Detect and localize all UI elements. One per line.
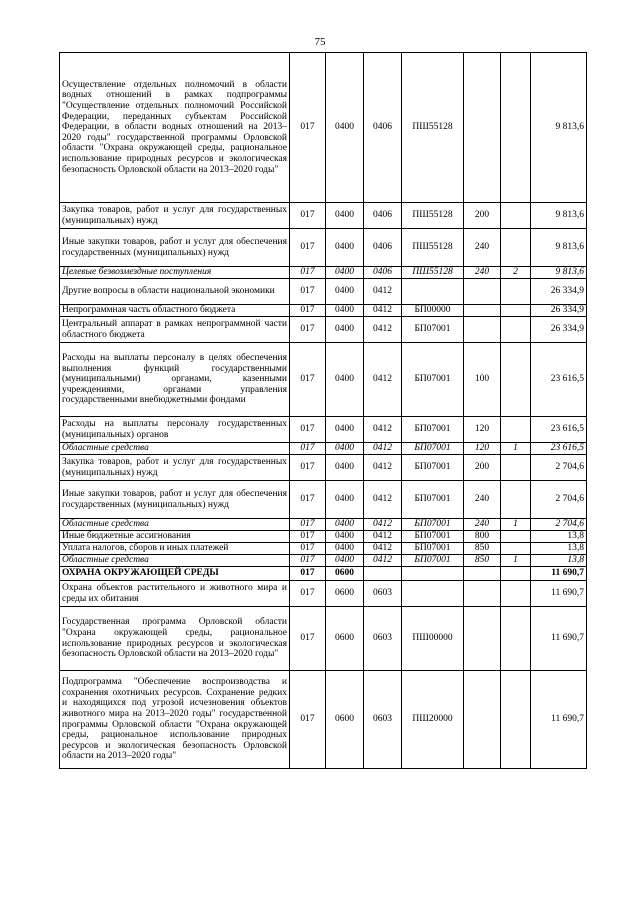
code-subsection: 0412 bbox=[364, 519, 402, 531]
code-section: 0400 bbox=[326, 203, 364, 229]
code-source bbox=[501, 343, 531, 417]
row-name: Областные средства bbox=[60, 443, 290, 455]
row-name: Закупка товаров, работ и услуг для государственных (муниципальных) нужд bbox=[60, 203, 290, 229]
code-section: 0400 bbox=[326, 229, 364, 267]
code-source bbox=[501, 567, 531, 581]
table-row bbox=[60, 481, 587, 519]
code-expense-type bbox=[464, 53, 501, 203]
code-expense-type: 200 bbox=[464, 203, 501, 229]
table-row bbox=[60, 443, 587, 455]
code-source bbox=[501, 305, 531, 317]
code-target: БП00000 bbox=[402, 305, 464, 317]
table-row bbox=[60, 343, 587, 417]
code-section: 0400 bbox=[326, 531, 364, 543]
code-source bbox=[501, 481, 531, 519]
code-expense-type: 800 bbox=[464, 531, 501, 543]
code-section: 0400 bbox=[326, 317, 364, 343]
code-expense-type bbox=[464, 279, 501, 305]
code-expense-type bbox=[464, 607, 501, 671]
code-target: БП07001 bbox=[402, 481, 464, 519]
row-amount: 13,8 bbox=[531, 543, 587, 555]
code-subsection: 0412 bbox=[364, 455, 402, 481]
code-subsection: 0603 bbox=[364, 581, 402, 607]
code-subsection: 0412 bbox=[364, 317, 402, 343]
table-row bbox=[60, 229, 587, 267]
code-expense-type: 120 bbox=[464, 443, 501, 455]
code-section: 0400 bbox=[326, 519, 364, 531]
row-name: Государственная программа Орловской области "Охрана окружающей среды, рациональное использование природных ресурсов и экологическая безопасность Орловской области на 2013–2020 годы" bbox=[60, 607, 290, 671]
code-section: 0400 bbox=[326, 53, 364, 203]
code-expense-type: 850 bbox=[464, 543, 501, 555]
code-ministry: 017 bbox=[290, 581, 326, 607]
code-ministry: 017 bbox=[290, 531, 326, 543]
row-amount: 9 813,6 bbox=[531, 267, 587, 279]
code-ministry: 017 bbox=[290, 229, 326, 267]
code-section: 0400 bbox=[326, 267, 364, 279]
code-expense-type: 850 bbox=[464, 555, 501, 567]
table-row bbox=[60, 607, 587, 671]
row-name: Центральный аппарат в рамках непрограммной части областного бюджета bbox=[60, 317, 290, 343]
code-subsection bbox=[364, 567, 402, 581]
code-target: БП07001 bbox=[402, 417, 464, 443]
code-subsection: 0412 bbox=[364, 555, 402, 567]
table-row bbox=[60, 567, 587, 581]
table-row bbox=[60, 671, 587, 769]
row-amount: 11 690,7 bbox=[531, 607, 587, 671]
row-name: Осуществление отдельных полномочий в области водных отношений в рамках подпрограммы "Осуществление отдельных полномочий Российской Федерации, переданных субъектам Российской Федерации, в области водных отношений на 2013–2020 годы" государственной программы Орловской области "Охрана окружающей среды, рациональное использование природных ресурсов и экологическая безопасность Орловской области на 2013–2020 годы" bbox=[60, 53, 290, 203]
table-row bbox=[60, 203, 587, 229]
row-amount: 11 690,7 bbox=[531, 567, 587, 581]
code-ministry: 017 bbox=[290, 279, 326, 305]
code-source bbox=[501, 317, 531, 343]
table-row bbox=[60, 581, 587, 607]
code-section: 0400 bbox=[326, 443, 364, 455]
code-ministry: 017 bbox=[290, 607, 326, 671]
code-target: БП07001 bbox=[402, 455, 464, 481]
code-section: 0600 bbox=[326, 581, 364, 607]
row-amount: 23 616,5 bbox=[531, 417, 587, 443]
code-ministry: 017 bbox=[290, 443, 326, 455]
code-expense-type bbox=[464, 671, 501, 769]
code-ministry: 017 bbox=[290, 305, 326, 317]
budget-table bbox=[59, 52, 587, 769]
code-section: 0600 bbox=[326, 671, 364, 769]
code-section: 0400 bbox=[326, 417, 364, 443]
table-row bbox=[60, 305, 587, 317]
code-expense-type: 240 bbox=[464, 519, 501, 531]
code-target bbox=[402, 581, 464, 607]
row-amount: 23 616,5 bbox=[531, 443, 587, 455]
code-expense-type: 120 bbox=[464, 417, 501, 443]
code-section: 0400 bbox=[326, 543, 364, 555]
table-row bbox=[60, 417, 587, 443]
code-section: 0400 bbox=[326, 279, 364, 305]
code-target: БП07001 bbox=[402, 531, 464, 543]
code-ministry: 017 bbox=[290, 671, 326, 769]
row-name: Расходы на выплаты персоналу в целях обеспечения выполнения функций государственными (муниципальными) органами, казенными учреждениями, органами управления государственными внебюджетными фондами bbox=[60, 343, 290, 417]
code-target: БП07001 bbox=[402, 317, 464, 343]
code-subsection: 0412 bbox=[364, 279, 402, 305]
row-name: Иные бюджетные ассигнования bbox=[60, 531, 290, 543]
code-target: БП07001 bbox=[402, 555, 464, 567]
row-name: Уплата налогов, сборов и иных платежей bbox=[60, 543, 290, 555]
code-source bbox=[501, 455, 531, 481]
row-name: Областные средства bbox=[60, 555, 290, 567]
row-amount: 26 334,9 bbox=[531, 305, 587, 317]
code-section: 0400 bbox=[326, 305, 364, 317]
code-section: 0400 bbox=[326, 555, 364, 567]
row-amount: 26 334,9 bbox=[531, 279, 587, 305]
row-name: Иные закупки товаров, работ и услуг для обеспечения государственных (муниципальных) нужд bbox=[60, 481, 290, 519]
table-row bbox=[60, 555, 587, 567]
code-ministry: 017 bbox=[290, 481, 326, 519]
row-amount: 23 616,5 bbox=[531, 343, 587, 417]
row-name: Целевые безвозмездные поступления bbox=[60, 267, 290, 279]
table-row bbox=[60, 317, 587, 343]
code-ministry: 017 bbox=[290, 317, 326, 343]
row-amount: 9 813,6 bbox=[531, 229, 587, 267]
code-subsection: 0603 bbox=[364, 671, 402, 769]
code-ministry: 017 bbox=[290, 543, 326, 555]
code-source: 2 bbox=[501, 267, 531, 279]
page-number: 75 bbox=[314, 36, 326, 48]
code-source bbox=[501, 53, 531, 203]
code-subsection: 0406 bbox=[364, 267, 402, 279]
code-section: 0400 bbox=[326, 455, 364, 481]
row-name: Областные средства bbox=[60, 519, 290, 531]
code-section: 0400 bbox=[326, 481, 364, 519]
row-name: Непрограммная часть областного бюджета bbox=[60, 305, 290, 317]
code-subsection: 0412 bbox=[364, 305, 402, 317]
code-expense-type bbox=[464, 305, 501, 317]
code-ministry: 017 bbox=[290, 267, 326, 279]
code-source bbox=[501, 203, 531, 229]
table-row bbox=[60, 279, 587, 305]
code-expense-type bbox=[464, 567, 501, 581]
code-ministry: 017 bbox=[290, 203, 326, 229]
code-subsection: 0412 bbox=[364, 481, 402, 519]
code-source: 1 bbox=[501, 519, 531, 531]
code-expense-type bbox=[464, 581, 501, 607]
code-subsection: 0412 bbox=[364, 443, 402, 455]
row-name: Закупка товаров, работ и услуг для государственных (муниципальных) нужд bbox=[60, 455, 290, 481]
table-row bbox=[60, 455, 587, 481]
code-target: ПШ55128 bbox=[402, 267, 464, 279]
code-source bbox=[501, 229, 531, 267]
code-expense-type: 240 bbox=[464, 229, 501, 267]
row-amount: 9 813,6 bbox=[531, 53, 587, 203]
code-source: 1 bbox=[501, 555, 531, 567]
row-name: Охрана объектов растительного и животного мира и среды их обитания bbox=[60, 581, 290, 607]
row-name: Подпрограмма "Обеспечение воспроизводства и сохранения охотничьих ресурсов. Сохранение редких и находящихся под угрозой исчезновения объектов животного мира на 2013–2020 годы" государственной программы Орловской области "Охрана окружающей среды, рациональное использование природных ресурсов и экологическая безопасность Орловской области на 2013–2020 годы" bbox=[60, 671, 290, 769]
code-ministry: 017 bbox=[290, 567, 326, 581]
code-target: ПШ00000 bbox=[402, 607, 464, 671]
code-target bbox=[402, 567, 464, 581]
code-subsection: 0603 bbox=[364, 607, 402, 671]
code-subsection: 0406 bbox=[364, 203, 402, 229]
code-source bbox=[501, 543, 531, 555]
code-target bbox=[402, 279, 464, 305]
row-name: Иные закупки товаров, работ и услуг для обеспечения государственных (муниципальных) нужд bbox=[60, 229, 290, 267]
code-source bbox=[501, 671, 531, 769]
code-subsection: 0406 bbox=[364, 53, 402, 203]
code-expense-type bbox=[464, 317, 501, 343]
code-ministry: 017 bbox=[290, 417, 326, 443]
code-target: БП07001 bbox=[402, 543, 464, 555]
code-source bbox=[501, 279, 531, 305]
code-subsection: 0412 bbox=[364, 343, 402, 417]
code-ministry: 017 bbox=[290, 343, 326, 417]
table-row bbox=[60, 267, 587, 279]
table-row bbox=[60, 53, 587, 203]
code-target: ПШ55128 bbox=[402, 229, 464, 267]
code-subsection: 0412 bbox=[364, 417, 402, 443]
code-ministry: 017 bbox=[290, 53, 326, 203]
code-expense-type: 240 bbox=[464, 481, 501, 519]
code-ministry: 017 bbox=[290, 519, 326, 531]
code-source bbox=[501, 607, 531, 671]
table-row bbox=[60, 519, 587, 531]
code-ministry: 017 bbox=[290, 555, 326, 567]
table-row bbox=[60, 543, 587, 555]
code-expense-type: 240 bbox=[464, 267, 501, 279]
row-amount: 9 813,6 bbox=[531, 203, 587, 229]
code-target: ПШ55128 bbox=[402, 53, 464, 203]
code-target: БП07001 bbox=[402, 443, 464, 455]
code-ministry: 017 bbox=[290, 455, 326, 481]
row-name: Другие вопросы в области национальной экономики bbox=[60, 279, 290, 305]
row-name: Расходы на выплаты персоналу государственных (муниципальных) органов bbox=[60, 417, 290, 443]
row-amount: 11 690,7 bbox=[531, 671, 587, 769]
code-expense-type: 100 bbox=[464, 343, 501, 417]
code-section: 0600 bbox=[326, 607, 364, 671]
code-source bbox=[501, 417, 531, 443]
code-source: 1 bbox=[501, 443, 531, 455]
row-amount: 26 334,9 bbox=[531, 317, 587, 343]
code-subsection: 0406 bbox=[364, 229, 402, 267]
row-amount: 13,8 bbox=[531, 555, 587, 567]
row-amount: 13,8 bbox=[531, 531, 587, 543]
row-amount: 2 704,6 bbox=[531, 455, 587, 481]
code-subsection: 0412 bbox=[364, 543, 402, 555]
row-name: ОХРАНА ОКРУЖАЮЩЕЙ СРЕДЫ bbox=[60, 567, 290, 581]
row-amount: 2 704,6 bbox=[531, 481, 587, 519]
code-target: ПШ55128 bbox=[402, 203, 464, 229]
code-section: 0400 bbox=[326, 343, 364, 417]
table-row bbox=[60, 531, 587, 543]
code-target: ПШ20000 bbox=[402, 671, 464, 769]
code-expense-type: 200 bbox=[464, 455, 501, 481]
code-source bbox=[501, 531, 531, 543]
code-target: БП07001 bbox=[402, 519, 464, 531]
code-source bbox=[501, 581, 531, 607]
row-amount: 2 704,6 bbox=[531, 519, 587, 531]
row-amount: 11 690,7 bbox=[531, 581, 587, 607]
code-subsection: 0412 bbox=[364, 531, 402, 543]
code-target: БП07001 bbox=[402, 343, 464, 417]
code-section: 0600 bbox=[326, 567, 364, 581]
